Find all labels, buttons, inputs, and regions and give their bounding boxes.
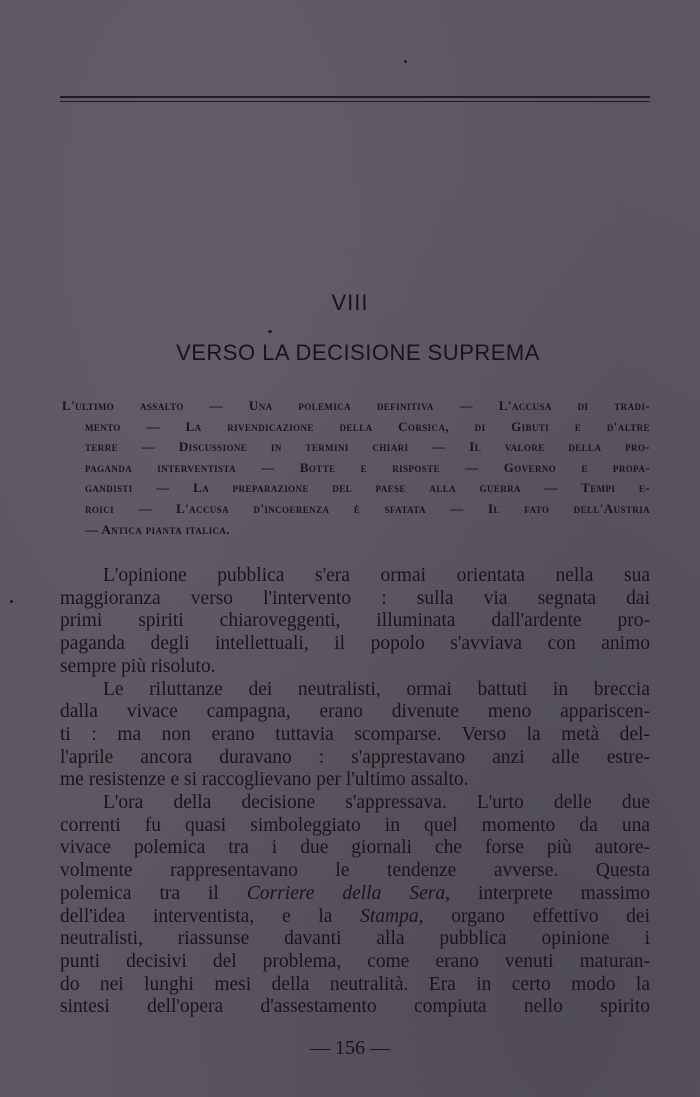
body-line: neutralisti, riassunse davanti alla pubblica opinione i xyxy=(60,928,650,950)
body-line: vivace polemica tra i due giornali che forse più autore- xyxy=(60,837,650,859)
body-line: do nei lunghi mesi della neutralità. Era in certo modo la xyxy=(60,973,650,995)
body-line: sempre più risoluto. xyxy=(60,655,216,677)
body-text-run: organo effettivo dei xyxy=(423,905,650,927)
body-line: l'aprile ancora duravano : s'apprestavano anzi alle estre- xyxy=(60,746,650,768)
newspaper-title: Stampa, xyxy=(360,905,424,927)
chapter-number: VIII xyxy=(331,290,369,315)
print-speck xyxy=(268,330,272,333)
summary-line: terre — Discussione in termini chiari — Il valore della pro- xyxy=(85,439,650,455)
chapter-title: VERSO LA DECISIONE SUPREMA xyxy=(176,340,540,365)
body-line: dalla vivace campagna, erano divenute meno appariscen- xyxy=(60,701,650,723)
body-text-run: interprete massimo xyxy=(449,882,650,904)
body-line: sintesi dell'opera d'assestamento compiuta nello spirito xyxy=(60,996,650,1018)
print-speck xyxy=(404,60,407,63)
body-line: paganda degli intellettuali, il popolo s'avviava con animo xyxy=(60,633,650,655)
summary-line: — Antica pianta italica. xyxy=(85,521,230,537)
body-line xyxy=(60,883,650,906)
body-line xyxy=(60,906,650,929)
body-line: primi spiriti chiaroveggenti, illuminata dall'ardente pro- xyxy=(60,610,650,632)
body-text-run: dell'idea interventista, e la xyxy=(60,905,361,927)
summary-line: roici — L'accusa d'incoerenza è sfatata — Il fato dell'Austria xyxy=(85,500,650,516)
body-line: Le riluttanze dei neutralisti, ormai battuti in breccia xyxy=(103,678,650,700)
summary-line: paganda interventista — Botte e risposte — Governo e propa- xyxy=(85,459,650,475)
body-line: volmente rappresentavano le tendenze avverse. Questa xyxy=(60,860,650,882)
newspaper-title: Corriere della Sera, xyxy=(246,882,450,904)
body-line: L'opinione pubblica s'era ormai orientata nella sua xyxy=(103,565,650,586)
summary-line: gandisti — La preparazione del paese alla guerra — Tempi e- xyxy=(85,480,650,496)
header-rule-thick xyxy=(60,96,650,98)
body-text-run: polemica tra il xyxy=(60,882,247,904)
body-line: punti decisivi del problema, come erano venuti maturan- xyxy=(60,950,650,972)
summary-line: mento — La rivendicazione della Corsica, di Gibuti e d'altre xyxy=(85,418,650,434)
body-text xyxy=(60,565,650,1019)
summary-line: L'ultimo assalto — Una polemica definitiva — L'accusa di tradi- xyxy=(62,398,650,413)
body-line: correnti fu quasi simboleggiato in quel momento da una xyxy=(60,814,650,836)
body-line: me resistenze e si raccoglievano per l'ultimo assalto. xyxy=(60,769,469,791)
chapter-summary xyxy=(62,396,650,540)
header-rule-thin xyxy=(60,101,650,102)
page-number: — 156 — xyxy=(310,1037,390,1059)
body-line: L'ora della decisione s'appressava. L'urto delle due xyxy=(103,792,650,814)
body-line: maggioranza verso l'intervento : sulla via segnata dai xyxy=(60,587,650,609)
print-speck xyxy=(10,600,13,603)
body-line: ti : ma non erano tuttavia scomparse. Verso la metà del- xyxy=(60,723,650,745)
